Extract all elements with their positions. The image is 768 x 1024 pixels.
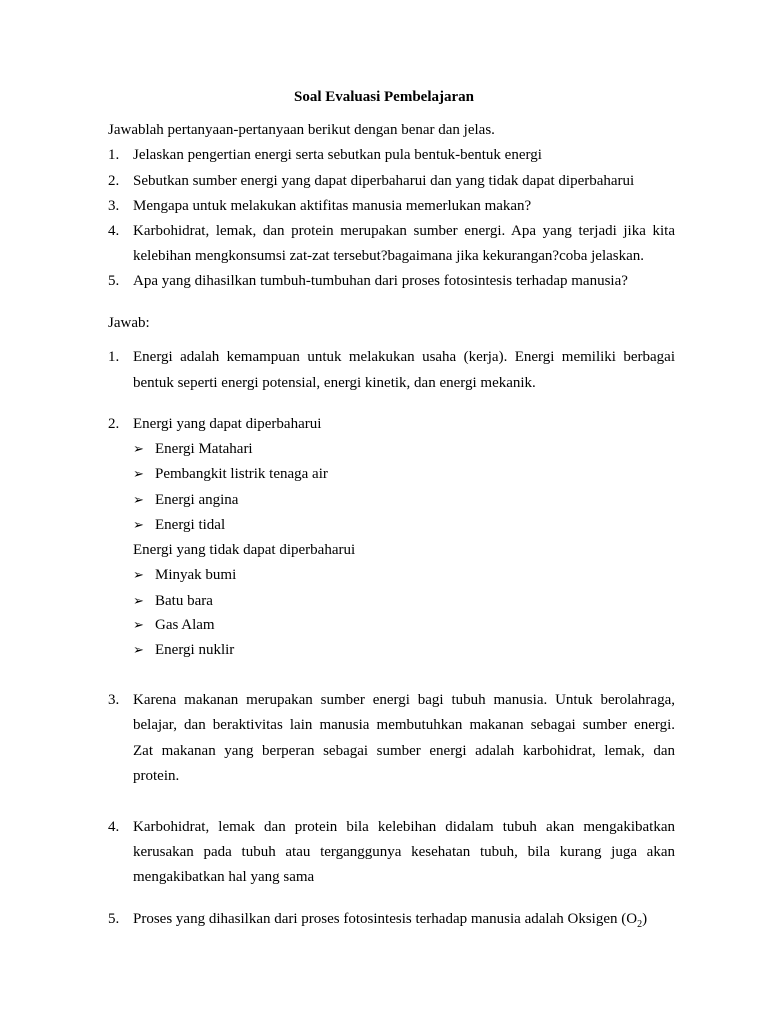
question-number: 5. <box>108 273 120 289</box>
answer-text: bentuk seperti energi potensial, energi kinetik, dan energi mekanik. <box>133 375 536 391</box>
intro-text: Jawablah pertanyaan-pertanyaan berikut dengan benar dan jelas. <box>108 122 495 138</box>
answer-number: 3. <box>108 692 120 708</box>
answer-text: Karbohidrat, lemak dan protein bila kelebihan didalam tubuh akan mengakibatkan <box>133 819 675 835</box>
question-text: Karbohidrat, lemak, dan protein merupakan sumber energi. Apa yang terjadi jika kita <box>133 223 675 239</box>
answer-text: belajar, dan beraktivitas lain manusia membutuhkan makanan sebagai sumber energi. <box>133 717 675 733</box>
arrow-bullet-icon: ➢ <box>133 643 144 658</box>
answer-text: Proses yang dihasilkan dari proses fotosintesis terhadap manusia adalah Oksigen $(O_2)$ <box>133 911 648 930</box>
answer-text: Energi adalah kemampuan untuk melakukan usaha (kerja). Energi memiliki berbagai <box>133 349 675 365</box>
answer-number: 5. <box>108 911 120 927</box>
list-item: ➢ Batu bara <box>133 593 213 609</box>
question-text: Jelaskan pengertian energi serta sebutkan pula bentuk-bentuk energi <box>133 147 542 163</box>
question-text: Mengapa untuk melakukan aktifitas manusia memerlukan makan? <box>133 198 532 214</box>
question-number: 4. <box>108 223 120 239</box>
nonrenewable-heading: Energi yang tidak dapat diperbaharui <box>133 542 356 558</box>
page-title: Soal Evaluasi Pembelajaran <box>293 89 474 105</box>
answer-text: Zat makanan yang berperan sebagai sumber energi adalah karbohidrat, lemak, dan <box>133 743 675 759</box>
answer-text: mengakibatkan hal yang sama <box>133 869 315 885</box>
arrow-bullet-icon: ➢ <box>133 442 144 457</box>
question-text: Apa yang dihasilkan tumbuh-tumbuhan dari proses fotosintesis terhadap manusia? <box>133 273 628 289</box>
list-item: ➢ Energi Matahari <box>133 441 253 457</box>
question-text: kelebihan mengkonsumsi zat-zat tersebut?bagaimana jika kekurangan?coba jelaskan. <box>133 248 645 264</box>
arrow-bullet-icon: ➢ <box>133 518 144 533</box>
list-item: ➢ Pembangkit listrik tenaga air <box>133 466 328 482</box>
answer-number: 1. <box>108 349 120 365</box>
answer-number: 2. <box>108 416 120 432</box>
question-number: 3. <box>108 198 120 214</box>
list-item: ➢ Energi angina <box>133 492 239 508</box>
answer-text: kerusakan pada tubuh atau terganggunya kesehatan tubuh, bila kurang juga akan <box>133 844 675 860</box>
answer-text: protein. <box>133 768 180 784</box>
answer-text: Karena makanan merupakan sumber energi bagi tubuh manusia. Untuk berolahraga, <box>133 692 675 708</box>
question-number: 2. <box>108 173 120 189</box>
list-item: ➢ Energi nuklir <box>133 642 235 658</box>
renewable-heading: Energi yang dapat diperbaharui <box>133 416 322 432</box>
arrow-bullet-icon: ➢ <box>133 568 144 583</box>
list-item: ➢ Gas Alam <box>133 617 215 633</box>
arrow-bullet-icon: ➢ <box>133 493 144 508</box>
question-number: 1. <box>108 147 120 163</box>
arrow-bullet-icon: ➢ <box>133 467 144 482</box>
arrow-bullet-icon: ➢ <box>133 618 144 633</box>
answer-number: 4. <box>108 819 120 835</box>
question-text: Sebutkan sumber energi yang dapat diperbaharui dan yang tidak dapat diperbaharui <box>133 173 635 189</box>
answer-heading: Jawab: <box>108 315 150 331</box>
list-item: ➢ Energi tidal <box>133 517 226 533</box>
list-item: ➢ Minyak bumi <box>133 567 237 583</box>
arrow-bullet-icon: ➢ <box>133 594 144 609</box>
